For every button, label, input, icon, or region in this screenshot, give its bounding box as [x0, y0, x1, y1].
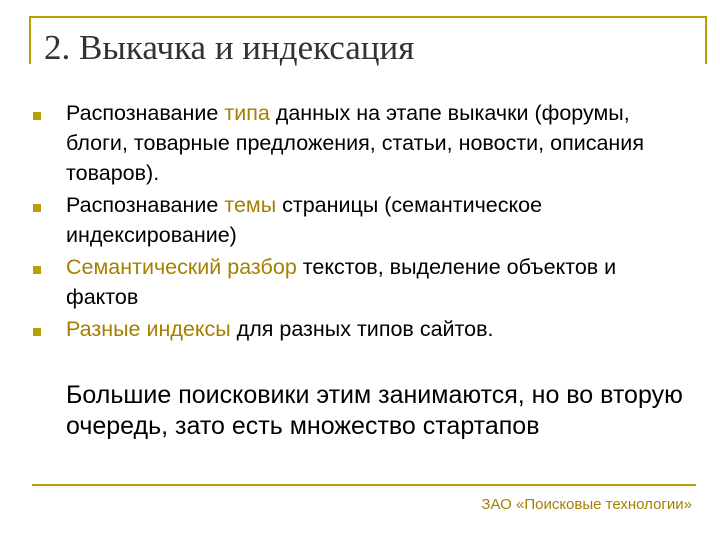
- bullet-text-after: для разных типов сайтов.: [230, 317, 494, 341]
- bullet-highlight: типа: [224, 101, 270, 125]
- bullet-highlight: Семантический разбор: [66, 255, 297, 279]
- square-bullet-icon: [33, 112, 41, 120]
- bullet-highlight: темы: [224, 193, 277, 217]
- footer-divider: [32, 484, 696, 486]
- bullet-text-before: Распознавание: [66, 193, 225, 217]
- bullet-text-after: данных на этапе выкачки (форумы, блоги, товарные предложения, статьи, новости, описания товаров).: [66, 101, 644, 185]
- bullet-item: [30, 314, 690, 344]
- bullet-text-after: страницы (семантическое индексирование): [66, 193, 543, 247]
- bullet-item: [30, 98, 690, 188]
- frame-left-line: [29, 16, 31, 64]
- footer-company: ЗАО «Поисковые технологии»: [481, 496, 692, 513]
- square-bullet-icon: [33, 328, 41, 336]
- bullet-list: [30, 98, 690, 346]
- square-bullet-icon: [33, 204, 41, 212]
- bullet-text-before: Распознавание: [66, 101, 225, 125]
- bullet-text-after: текстов, выделение объектов и фактов: [66, 255, 617, 309]
- slide-title: 2. Выкачка и индексация: [44, 28, 415, 67]
- square-bullet-icon: [33, 266, 41, 274]
- summary-note: Большие поисковики этим занимаются, но во вторую очередь, зато есть множество стартапов: [66, 381, 683, 440]
- frame-top-line: [29, 16, 707, 18]
- bullet-item: [30, 252, 690, 312]
- bullet-highlight: Разные индексы: [66, 317, 231, 341]
- bullet-item: [30, 190, 690, 250]
- frame-right-line: [705, 16, 707, 64]
